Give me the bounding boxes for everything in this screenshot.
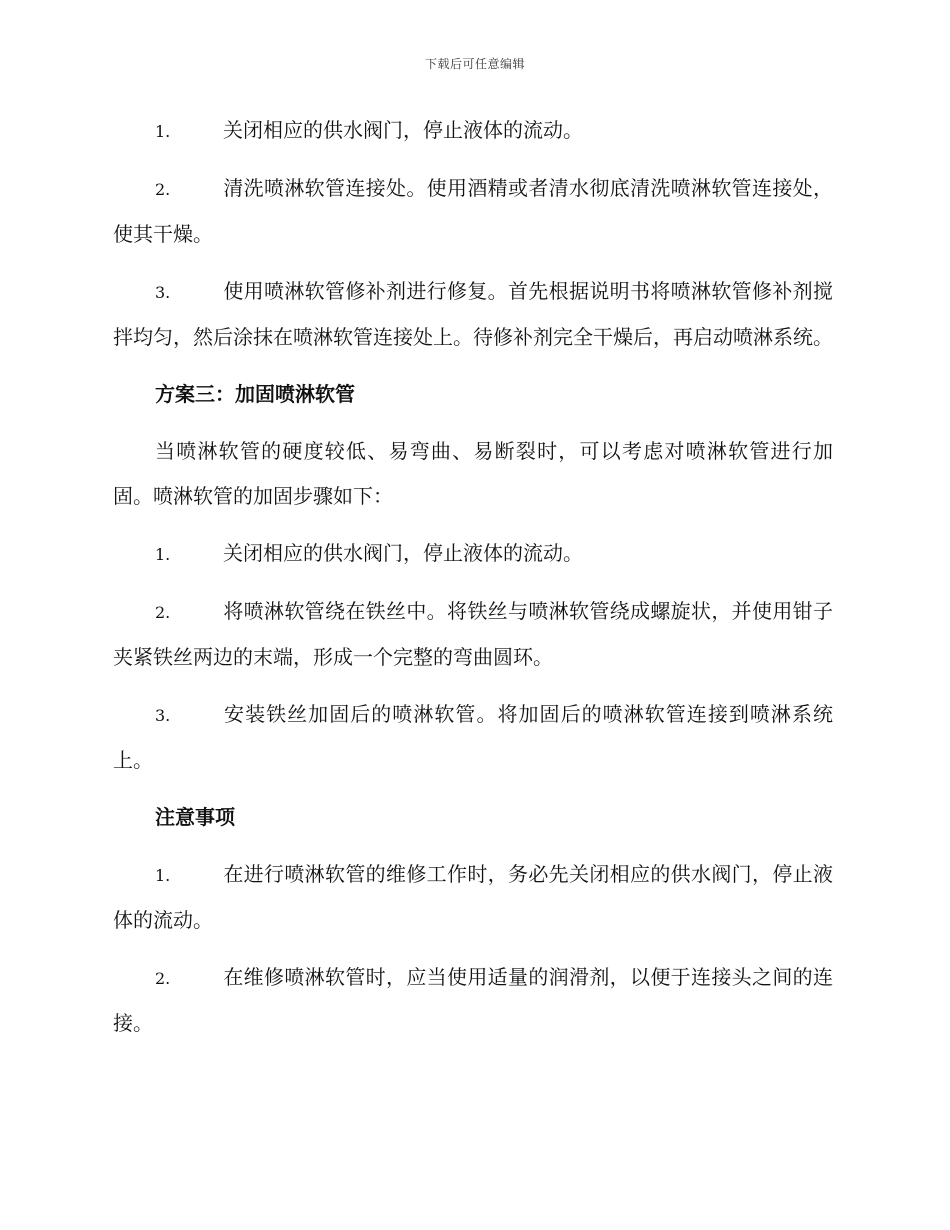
step-number: 2. [155, 969, 171, 988]
repair-step-3 [113, 269, 833, 360]
repair-step-1 [113, 108, 833, 154]
step-text: 关闭相应的供水阀门，停止液体的流动。 [223, 118, 583, 142]
plan3-step-2 [113, 589, 833, 680]
step-number: 1. [155, 545, 171, 564]
step-number: 1. [155, 122, 171, 141]
step-number: 2. [155, 603, 171, 622]
note-2 [113, 955, 833, 1046]
step-number: 2. [155, 180, 171, 199]
step-text: 在维修喷淋软管时，应当使用适量的润滑剂，以便于连接头之间的连接。 [113, 965, 833, 1035]
step-text: 安装铁丝加固后的喷淋软管。将加固后的喷淋软管连接到喷淋系统上。 [113, 702, 833, 772]
plan3-step-3 [113, 692, 833, 783]
step-text: 使用喷淋软管修补剂进行修复。首先根据说明书将喷淋软管修补剂搅拌均匀，然后涂抹在喷淋软管连接处上。待修补剂完全干燥后，再启动喷淋系统。 [113, 279, 833, 349]
note-1 [113, 852, 833, 943]
step-number: 3. [155, 283, 171, 302]
document-body [113, 108, 833, 1058]
plan3-heading: 方案三：加固喷淋软管 [155, 382, 355, 406]
page-header: 下载后可任意编辑 [424, 57, 525, 71]
step-text: 在进行喷淋软管的维修工作时，务必先关闭相应的供水阀门，停止液体的流动。 [113, 862, 833, 932]
step-text: 清洗喷淋软管连接处。使用酒精或者清水彻底清洗喷淋软管连接处，使其干燥。 [113, 176, 833, 246]
step-text: 关闭相应的供水阀门，停止液体的流动。 [223, 541, 583, 565]
repair-step-2 [113, 166, 833, 257]
plan3-step-1 [113, 531, 833, 577]
step-text: 将喷淋软管绕在铁丝中。将铁丝与喷淋软管绕成螺旋状，并使用钳子夹紧铁丝两边的末端，形成一个完整的弯曲圆环。 [113, 599, 833, 669]
plan3-intro: 当喷淋软管的硬度较低、易弯曲、易断裂时，可以考虑对喷淋软管进行加固。喷淋软管的加固步骤如下： [113, 439, 833, 508]
notes-heading: 注意事项 [155, 805, 235, 829]
step-number: 1. [155, 866, 171, 885]
step-number: 3. [155, 706, 171, 725]
